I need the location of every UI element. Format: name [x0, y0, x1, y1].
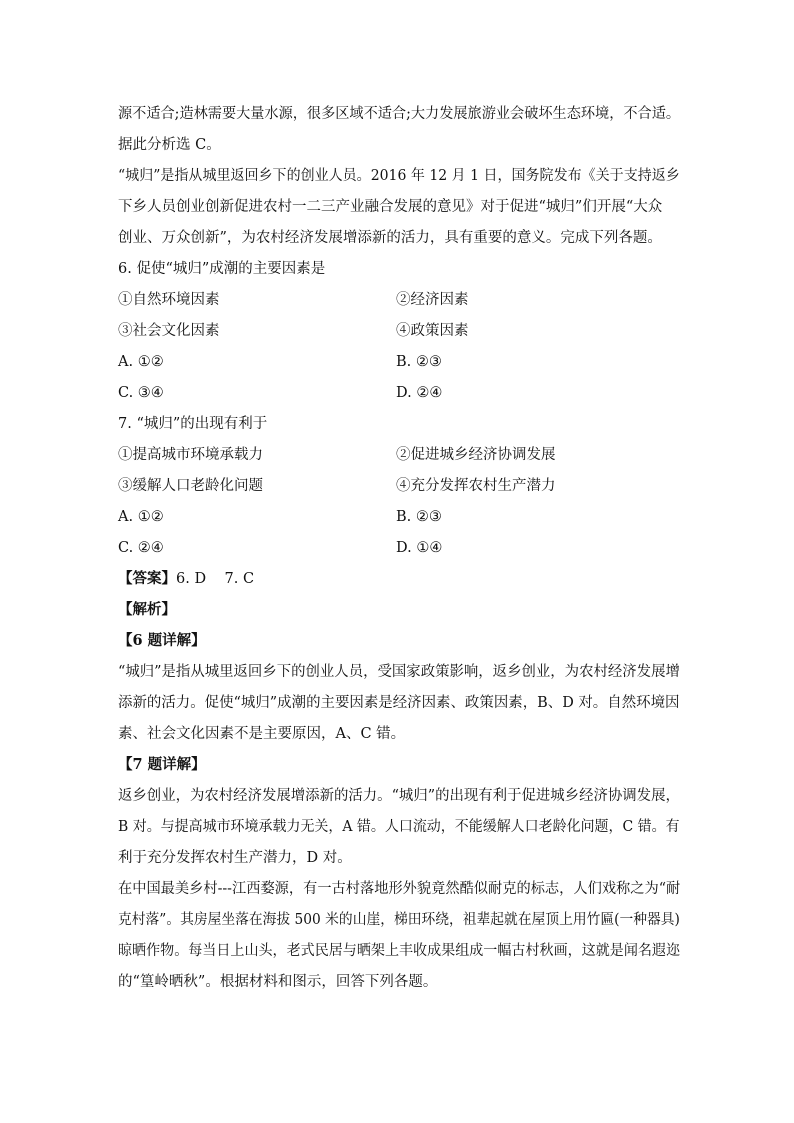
question-7-stem: 7. “城归”的出现有利于 — [118, 416, 268, 432]
detail-7-line-1: 返乡创业，为农村经济发展增添新的活力。“城归”的出现有利于促进城乡经济协调发展， — [118, 788, 680, 804]
detail-7-line-2: B 对。与提高城市环境承载力无关，A 错。人口流动，不能缓解人口老龄化问题，C 错。有 — [118, 819, 680, 835]
intro-line-1: 源不适合;造林需要大量水源，很多区域不适合;大力发展旅游业会破坏生态环境，不合适。 — [118, 106, 681, 122]
answer-label: 【答案】 — [118, 570, 176, 587]
detail-6-line-1: “城归”是指从城里返回乡下的创业人员，受国家政策影响，返乡创业，为农村经济发展增 — [118, 664, 680, 680]
passage2-line-2: 克村落”。其房屋坐落在海拔 500 米的山崖，梯田环绕，祖辈起就在屋顶上用竹匾(一种器具) — [118, 912, 680, 928]
question-7-item-2: ②促进城乡经济协调发展 — [396, 447, 556, 463]
question-7-option-b: B. ②③ — [396, 509, 442, 525]
passage1-line-2: 下乡人员创业创新促进农村一二三产业融合发展的意见》对于促进“城归”们开展“大众 — [118, 199, 663, 215]
answer-text: 6. D 7. C — [176, 571, 255, 587]
passage1-line-3: 创业、万众创新”，为农村经济发展增添新的活力，具有重要的意义。完成下列各题。 — [118, 230, 662, 246]
question-7-option-a: A. ①② — [118, 509, 164, 525]
detail-7-line-3: 利于充分发挥农村生产潜力，D 对。 — [118, 850, 352, 866]
detail-6-label: 【6 题详解】 — [118, 632, 206, 649]
question-7-option-d: D. ①④ — [396, 540, 443, 556]
passage2-line-4: 的“篁岭晒秋”。根据材料和图示，回答下列各题。 — [118, 974, 438, 990]
passage2-line-1: 在中国最美乡村---江西婺源，有一古村落地形外貌竟然酷似耐克的标志，人们戏称之为“耐 — [118, 881, 681, 897]
question-6-stem: 6. 促使“城归”成潮的主要因素是 — [118, 261, 326, 277]
answer-line — [118, 569, 254, 589]
detail-7-label: 【7 题详解】 — [118, 756, 206, 773]
question-6-option-c: C. ③④ — [118, 385, 164, 401]
question-6-item-1: ①自然环境因素 — [118, 292, 220, 308]
question-6-item-2: ②经济因素 — [396, 292, 469, 308]
question-7-item-1: ①提高城市环境承载力 — [118, 447, 263, 463]
question-6-option-a: A. ①② — [118, 354, 164, 370]
question-6-item-3: ③社会文化因素 — [118, 323, 220, 339]
passage2-line-3: 晾晒作物。每当日上山头，老式民居与晒架上丰收成果组成一幅古村秋画，这就是闻名遐迩 — [118, 943, 681, 959]
passage1-line-1: “城归”是指从城里返回乡下的创业人员。2016 年 12 月 1 日，国务院发布《关于支持返乡 — [118, 168, 680, 184]
question-6-option-b: B. ②③ — [396, 354, 442, 370]
question-7-item-4: ④充分发挥农村生产潜力 — [396, 478, 556, 494]
analysis-label: 【解析】 — [118, 601, 176, 618]
detail-6-line-3: 素、社会文化因素不是主要原因，A、C 错。 — [118, 726, 406, 742]
detail-6-line-2: 添新的活力。促使“城归”成潮的主要因素是经济因素、政策因素，B、D 对。自然环境因 — [118, 695, 680, 711]
question-6-option-d: D. ②④ — [396, 385, 443, 401]
question-6-item-4: ④政策因素 — [396, 323, 469, 339]
question-7-item-3: ③缓解人口老龄化问题 — [118, 478, 263, 494]
question-7-option-c: C. ②④ — [118, 540, 164, 556]
intro-line-2: 据此分析选 C。 — [118, 137, 221, 153]
